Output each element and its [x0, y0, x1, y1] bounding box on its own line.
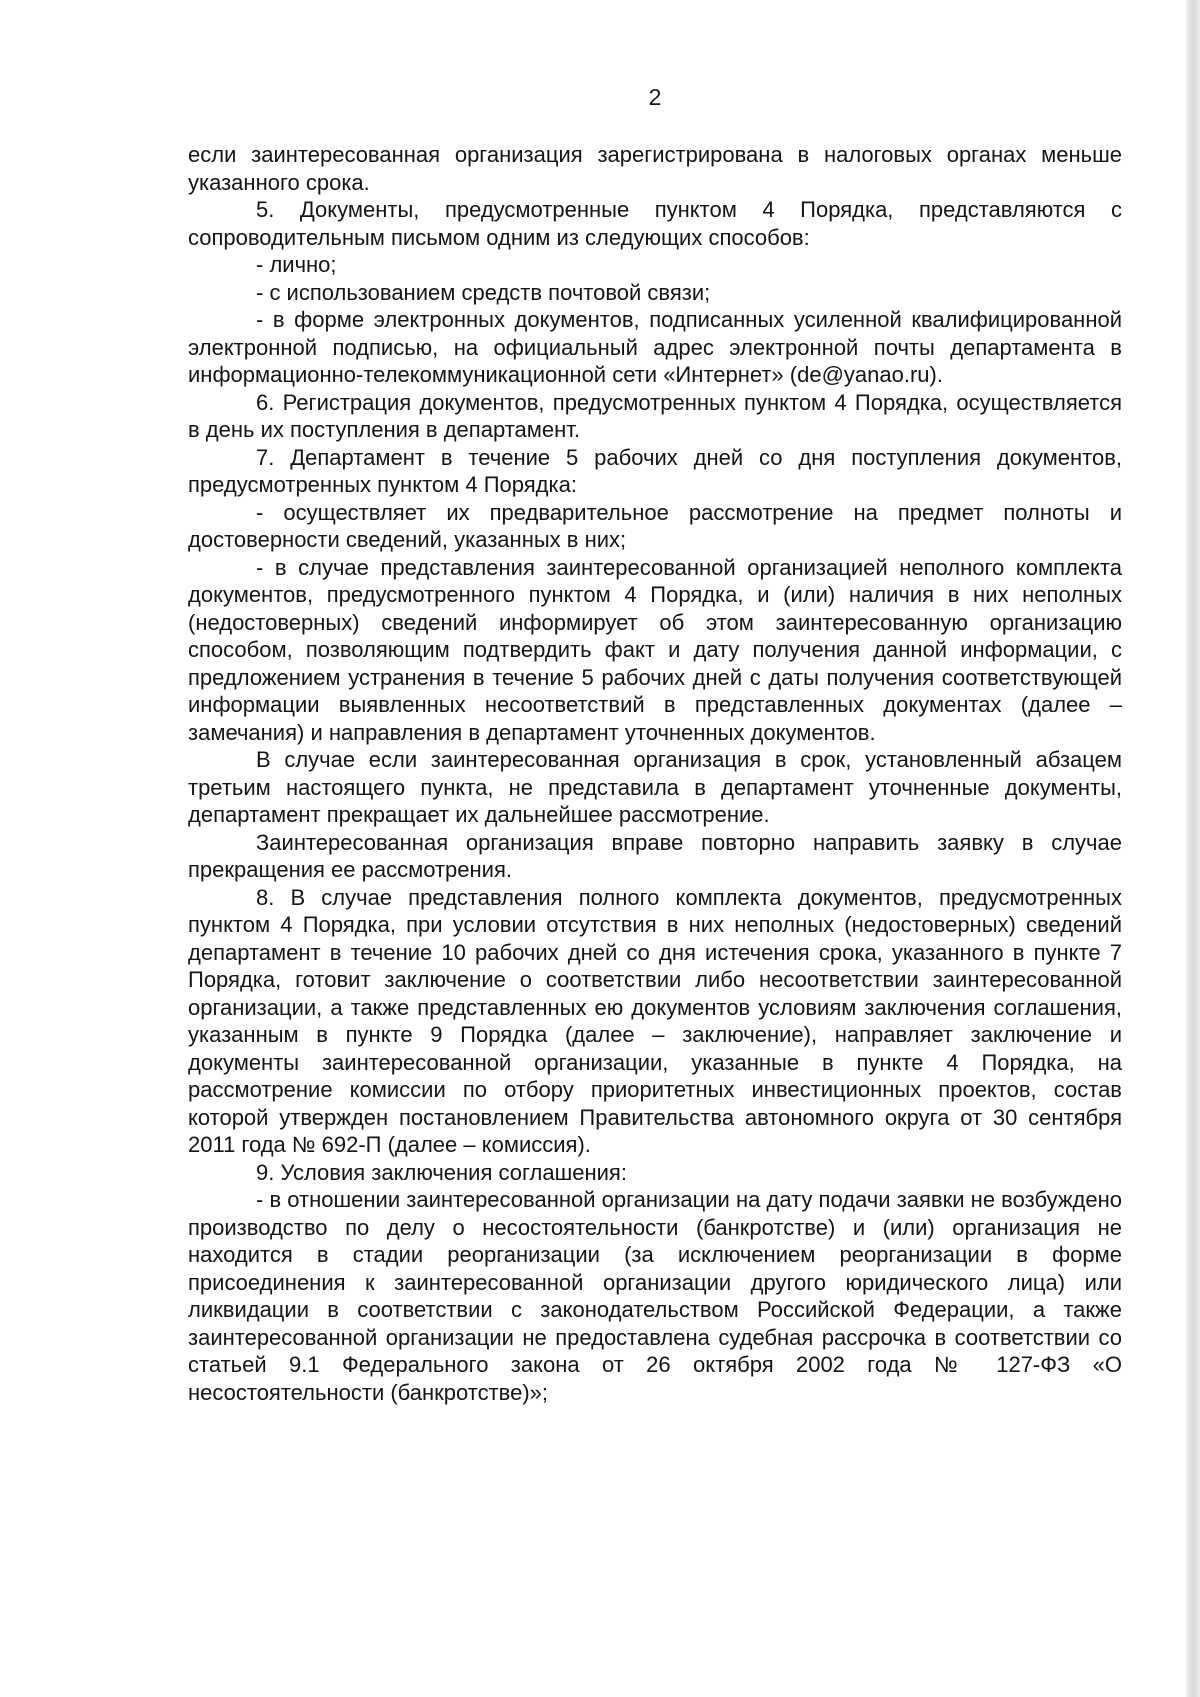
paragraph-resubmission: Заинтересованная организация вправе повторно направить заявку в случае прекращения ее рассмотрения.	[188, 829, 1122, 882]
page-number: 2	[648, 84, 662, 110]
paragraph-item-9: 9. Условия заключения соглашения:	[256, 1159, 627, 1185]
list-item-preliminary-review: - осуществляет их предварительное рассмотрение на предмет полноты и достоверности сведений, указанных в них;	[188, 499, 1122, 552]
document-body	[188, 141, 1122, 1406]
list-item-postal: - с использованием средств почтовой связи;	[256, 279, 711, 305]
paragraph-termination: В случае если заинтересованная организация в срок, установленный абзацем третьим настоящего пункта, не представила в департамент уточненные документы, департамент прекращает их дальнейшее рассмотрение.	[188, 747, 1122, 827]
paragraph-item-8: 8. В случае представления полного комплекта документов, предусмотренных пунктом 4 Порядка, при условии отсутствия в них неполных (недостоверных) сведений департамент в течение 10 рабочих дней со дня истечения срока, указанного в пункте 7 Порядка, готовит заключение о соответствии либо несоответствии заинтересованной организации, а также представленных ею документов условиям заключения соглашения, указанным в пункте 9 Порядка (далее – заключение), направляет заключение и документы заинтересованной организации, указанные в пункте 4 Порядка, на рассмотрение комиссии по отбору приоритетных инвестиционных проектов, состав которой утвержден постановлением Правительства автономного округа от 30 сентября 2011 года № 692-П (далее – комиссия).	[188, 884, 1122, 1157]
list-item-incomplete-set: - в случае представления заинтересованной организацией неполного комплекта документов, предусмотренного пунктом 4 Порядка, и (или) наличия в них неполных (недостоверных) сведений информирует об этом заинтересованную организацию способом, позволяющим подтвердить факт и дату получения данной информации, с предложением устранения в течение 5 рабочих дней с даты получения соответствующей информации выявленных несоответствий в представленных документах (далее – замечания) и направления в департамент уточненных документов.	[188, 554, 1122, 745]
list-item-bankruptcy-condition: - в отношении заинтересованной организации на дату подачи заявки не возбуждено производство по делу о несостоятельности (банкротстве) и (или) организация не находится в стадии реорганизации (за исключением реорганизации в форме присоединения к заинтересованной организации другого юридического лица) или ликвидации в соответствии с законодательством Российской Федерации, а также заинтересованной организации не предоставлена судебная рассрочка в соответствии со статьей 9.1 Федерального закона от 26 октября 2002 года № 127-ФЗ «О несостоятельности (банкротстве)»;	[188, 1187, 1122, 1405]
scan-page-edge	[1186, 0, 1200, 1697]
paragraph-item-5: 5. Документы, предусмотренные пунктом 4 Порядка, представляются с сопроводительным письмом одним из следующих способов:	[188, 197, 1122, 250]
list-item-electronic: - в форме электронных документов, подписанных усиленной квалифицированной электронной подписью, на официальный адрес электронной почты департамента в информационно-телекоммуникационной сети «Интернет» (de@yanao.ru).	[188, 307, 1122, 387]
paragraph-item-7: 7. Департамент в течение 5 рабочих дней со дня поступления документов, предусмотренных пунктом 4 Порядка:	[188, 444, 1122, 497]
paragraph-item-6: 6. Регистрация документов, предусмотренных пунктом 4 Порядка, осуществляется в день их поступления в департамент.	[188, 389, 1122, 442]
paragraph-continuation: если заинтересованная организация зарегистрирована в налоговых органах меньше указанного срока.	[188, 142, 1122, 195]
list-item-in-person: - лично;	[256, 252, 337, 277]
